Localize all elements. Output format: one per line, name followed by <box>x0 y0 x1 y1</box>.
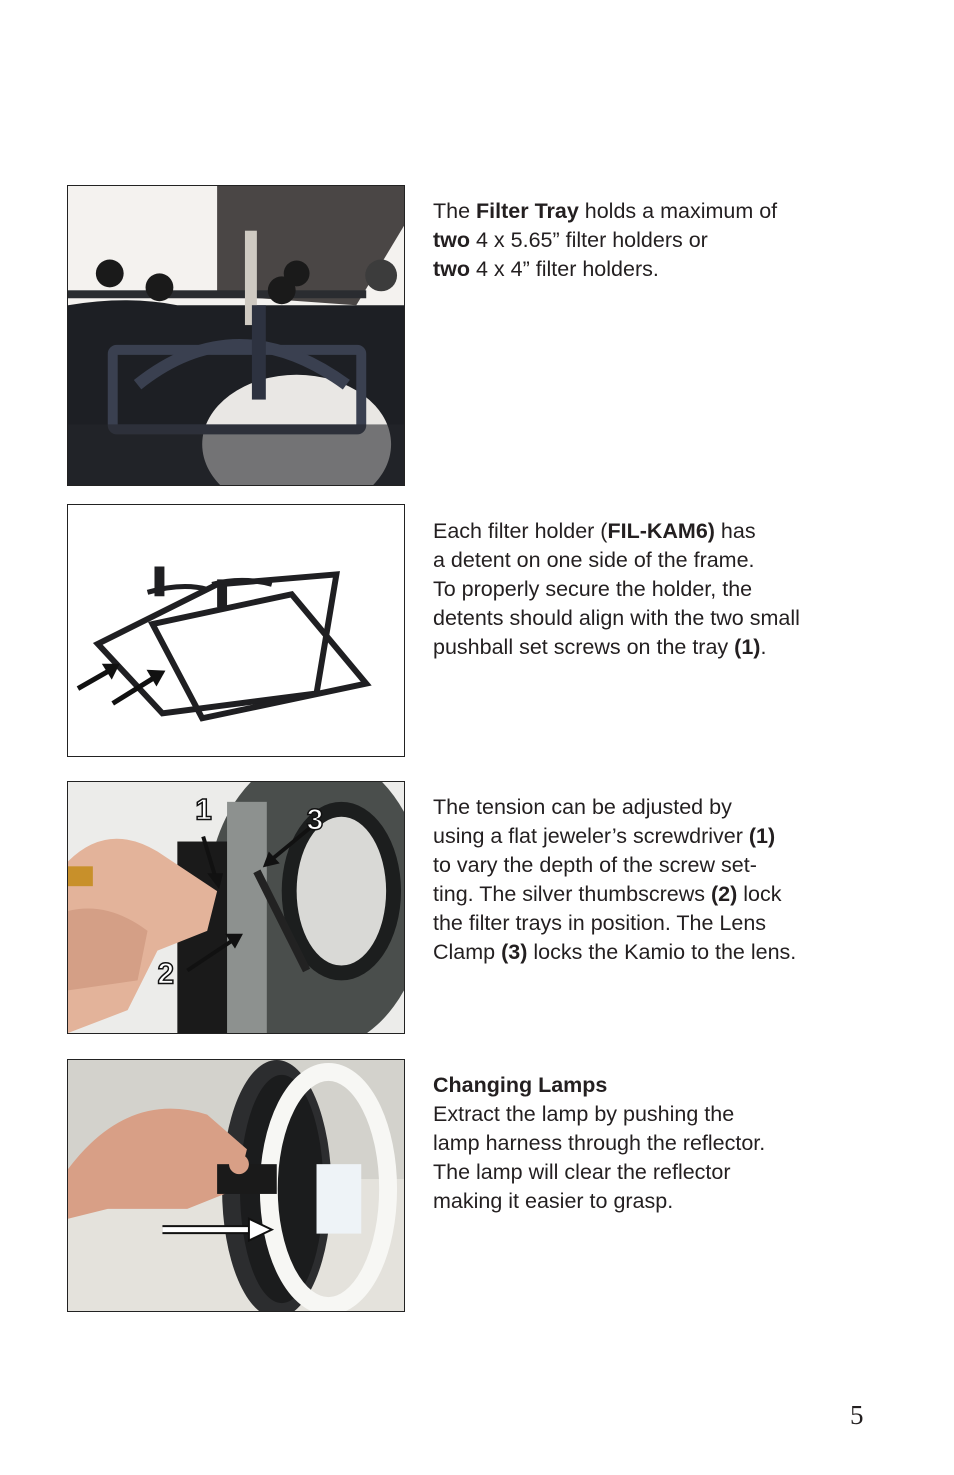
changing-lamps-description <box>433 1071 903 1216</box>
text-line <box>433 633 903 662</box>
text-run: locks the Kamio to the lens. <box>527 940 797 964</box>
callout-ref: (1) <box>734 635 761 659</box>
text-run: holds a maximum of <box>578 199 778 223</box>
filter-tray-term: Filter Tray <box>476 199 579 223</box>
filter-holder-illustration <box>68 505 404 756</box>
text-run: 4 x 5.65” filter holders or <box>470 228 708 252</box>
text-run: has <box>714 519 756 543</box>
callout-ref: (2) <box>711 882 738 906</box>
tension-adjustment-description <box>433 793 903 967</box>
text-line: To properly secure the holder, the <box>433 577 753 601</box>
text-line <box>433 255 903 284</box>
tension-adjustment-photo <box>67 781 405 1034</box>
changing-lamps-heading <box>433 1071 903 1100</box>
text-line: detents should align with the two small <box>433 606 800 630</box>
callout-ref: (3) <box>501 940 528 964</box>
text-run: 4 x 4” filter holders. <box>470 257 659 281</box>
text-line <box>433 517 903 546</box>
text-run: Each filter holder ( <box>433 519 608 543</box>
text-run: lock <box>737 882 782 906</box>
filter-tray-illustration <box>68 186 404 485</box>
text-line: to vary the depth of the screw set- <box>433 853 757 877</box>
filter-tray-description <box>433 197 903 284</box>
text-line: the filter trays in position. The Lens <box>433 911 767 935</box>
text-run: The <box>433 199 477 223</box>
text-line: making it easier to grasp. <box>433 1189 674 1213</box>
text-run: using a flat jeweler’s screwdriver <box>433 824 749 848</box>
text-line: The tension can be adjusted by <box>433 795 732 819</box>
text-line: lamp harness through the reflector. <box>433 1131 766 1155</box>
callout-3: 3 <box>306 803 324 837</box>
text-line <box>433 880 903 909</box>
text-run: Clamp <box>433 940 502 964</box>
text-line: The lamp will clear the reflector <box>433 1160 731 1184</box>
callout-2: 2 <box>157 957 175 991</box>
changing-lamps-illustration <box>68 1060 404 1311</box>
text-line <box>433 822 903 851</box>
page-number: 5 <box>850 1400 864 1430</box>
emphasis: two <box>433 228 471 252</box>
emphasis: two <box>433 257 471 281</box>
text-line: a detent on one side of the frame. <box>433 548 755 572</box>
filter-tray-photo <box>67 185 405 486</box>
changing-lamps-photo <box>67 1059 405 1312</box>
filter-holder-photo <box>67 504 405 757</box>
text-line <box>433 938 903 967</box>
callout-1: 1 <box>195 793 212 827</box>
filter-holder-description <box>433 517 903 662</box>
text-line <box>433 197 903 226</box>
text-run: ting. The silver thumbscrews <box>433 882 712 906</box>
callout-ref: (1) <box>748 824 776 848</box>
text-line: Extract the lamp by pushing the <box>433 1102 735 1126</box>
text-run: . <box>760 635 767 659</box>
section-heading: Changing Lamps <box>433 1073 608 1097</box>
tension-adjustment-illustration <box>68 782 404 1033</box>
text-run: pushball set screws on the tray <box>433 635 735 659</box>
part-number: FIL-KAM6) <box>607 519 715 543</box>
text-line <box>433 226 903 255</box>
